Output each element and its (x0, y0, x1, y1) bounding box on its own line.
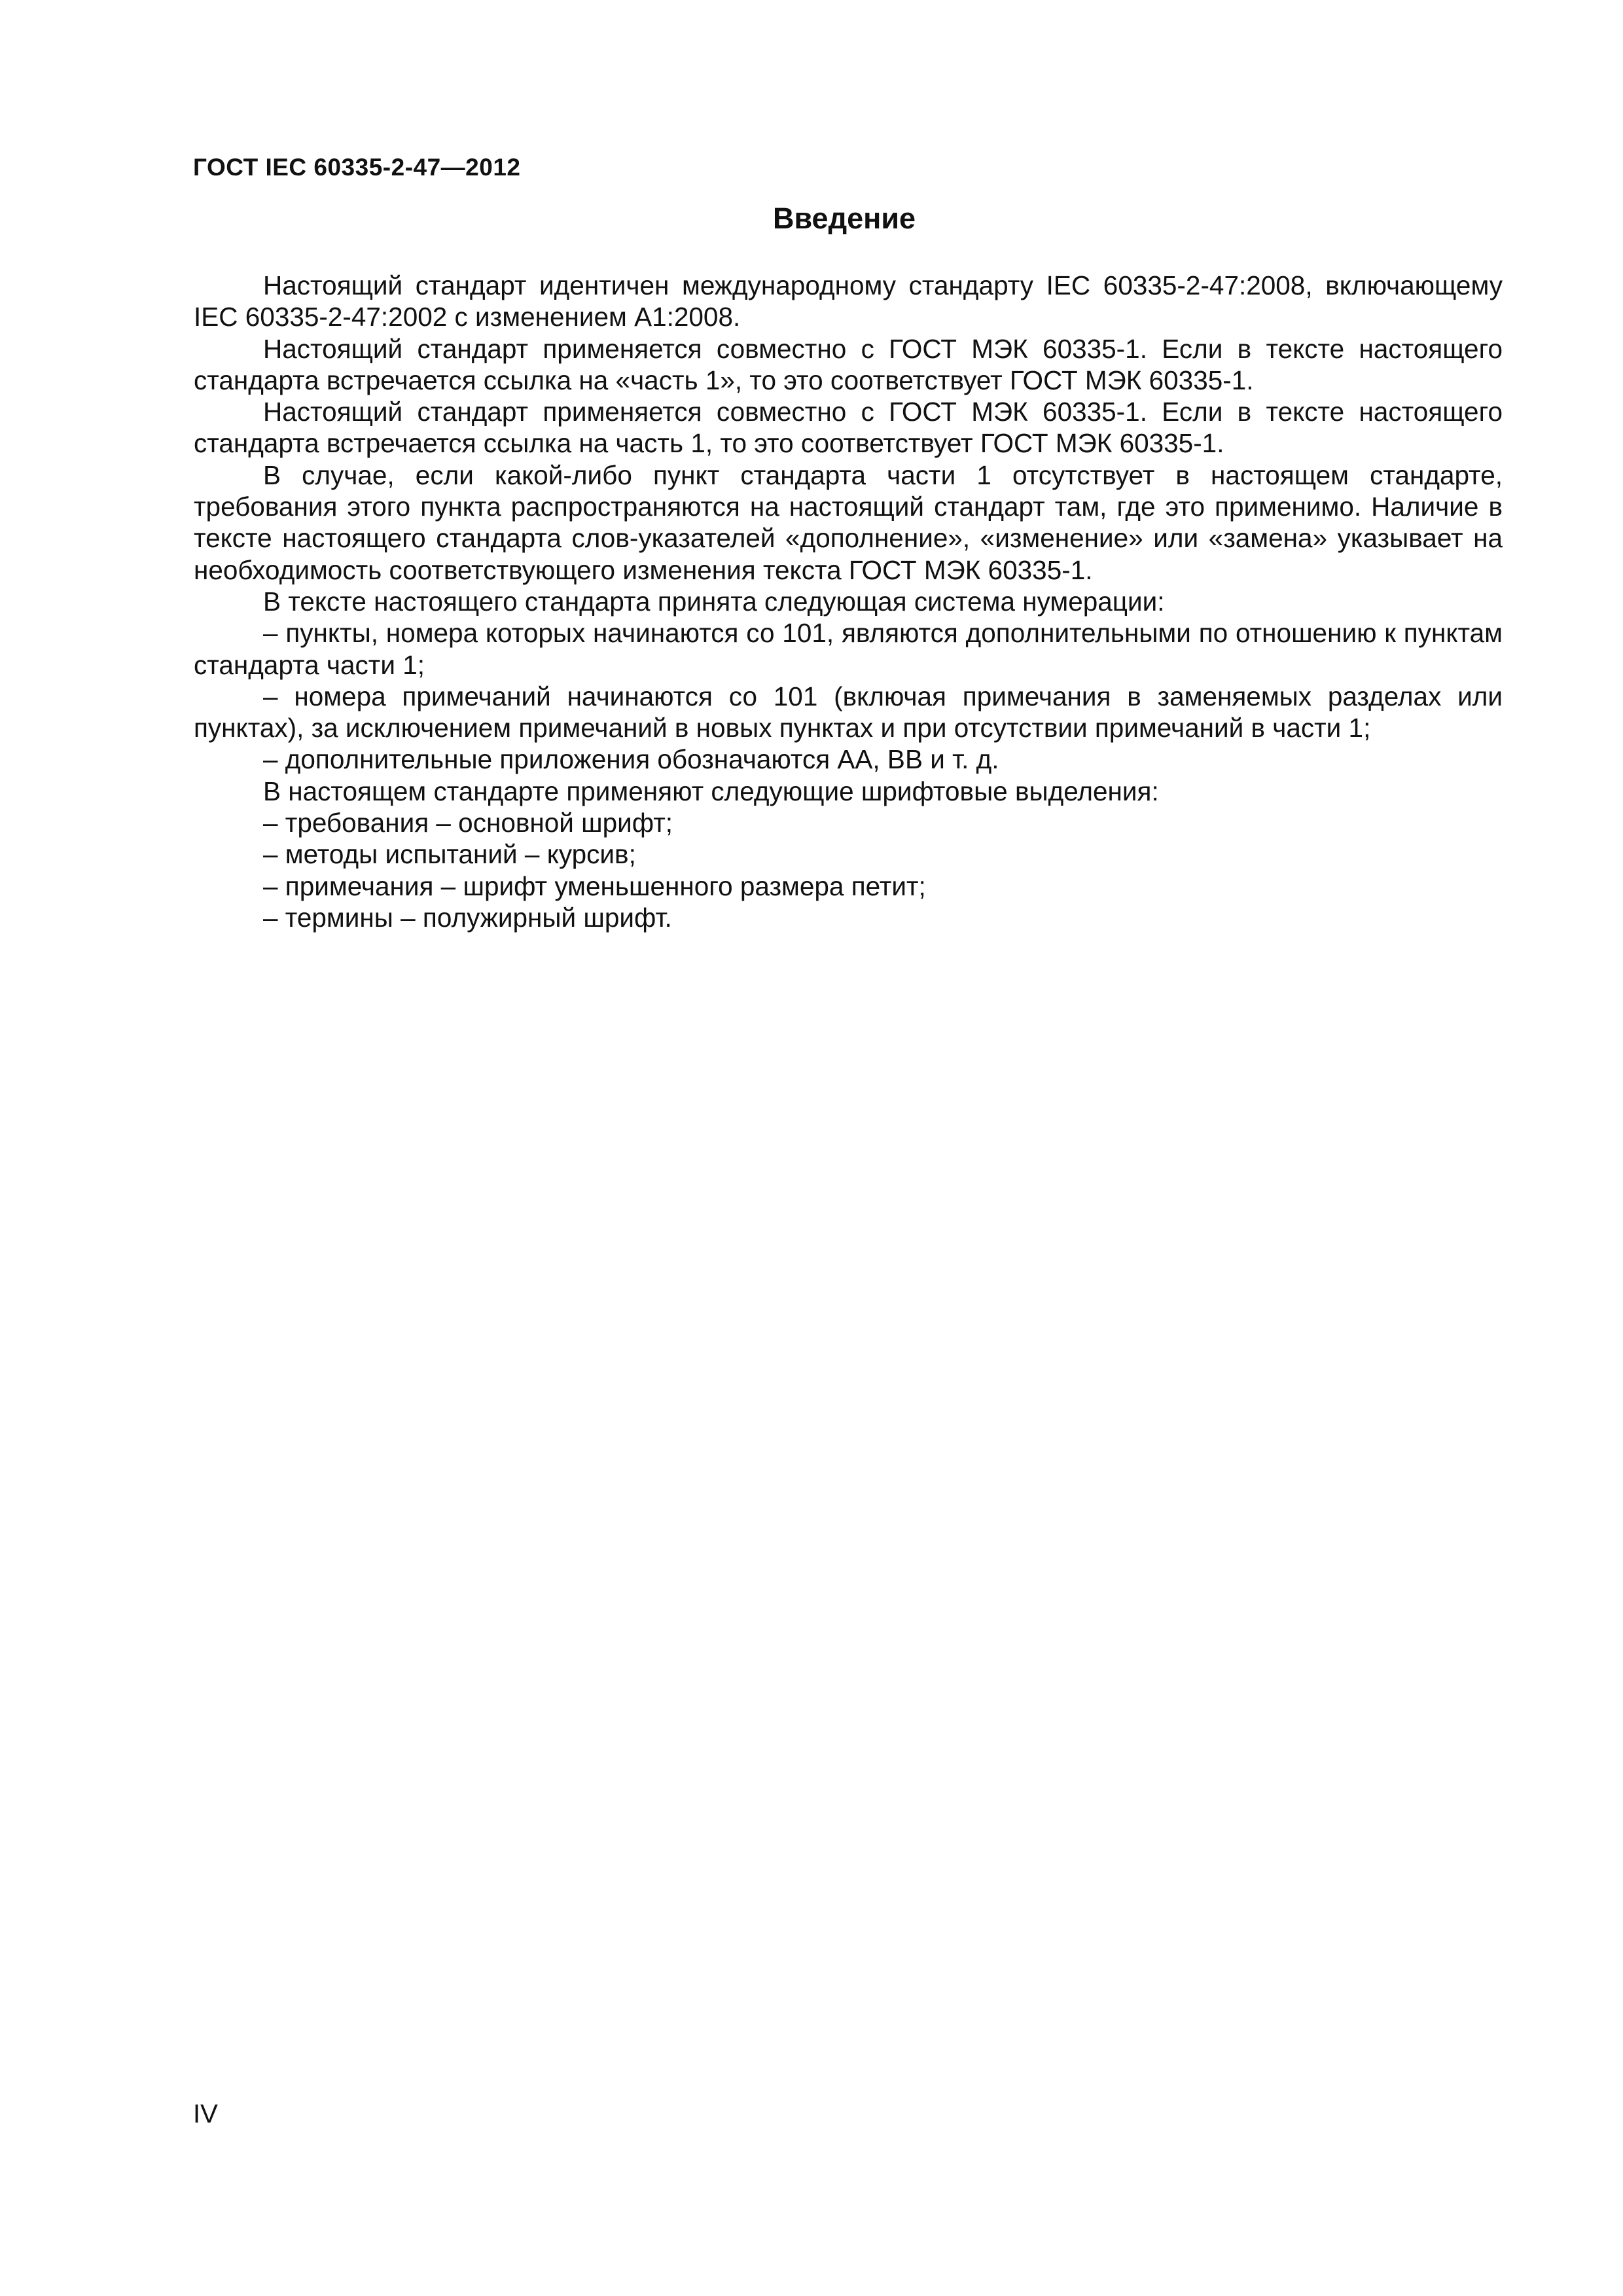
list-item: – дополнительные приложения обозначаются АА, ВВ и т. д. (263, 744, 999, 775)
page-number: IV (193, 2100, 218, 2128)
list-item: – методы испытаний – курсив; (263, 839, 636, 870)
body-text (194, 270, 1503, 933)
list-item: – термины – полужирный шрифт. (263, 902, 672, 933)
paragraph: В тексте настоящего стандарта принята следующая система нумерации: (263, 586, 1165, 617)
paragraph: Настоящий стандарт применяется совместно с ГОСТ МЭК 60335-1. Если в тексте настоящего стандарта встречается ссылка на часть 1, то это соответствует ГОСТ МЭК 60335-1. (194, 397, 1503, 459)
list-item: – примечания – шрифт уменьшенного размера петит; (263, 870, 926, 901)
paragraph: В случае, если какой-либо пункт стандарта части 1 отсутствует в настоящем стандарте, требования этого пункта распространяются на настоящий стандарт там, где это применимо. Наличие в тексте настоящего стандарта слов-указателей «дополнение», «изменение» или «замена» указывает на необходимость соответствующего изменения текста ГОСТ МЭК 60335-1. (194, 459, 1503, 585)
list-item: – пункты, номера которых начинаются со 101, являются дополнительными по отношению к пунктам стандарта части 1; (194, 618, 1503, 680)
list-item: – номера примечаний начинаются со 101 (включая примечания в заменяемых разделах или пунктах), за исключением примечаний в новых пунктах и при отсутствии примечаний в части 1; (194, 681, 1503, 744)
paragraph: В настоящем стандарте применяют следующие шрифтовые выделения: (263, 776, 1159, 806)
section-title: Введение (772, 202, 916, 235)
document-header: ГОСТ IEC 60335-2-47—2012 (193, 154, 521, 181)
list-item: – требования – основной шрифт; (263, 808, 673, 838)
paragraph: Настоящий стандарт идентичен международному стандарту IEC 60335-2-47:2008, включающему IEC 60335-2-47:2002 с изменением А1:2008. (194, 270, 1503, 332)
paragraph: Настоящий стандарт применяется совместно с ГОСТ МЭК 60335-1. Если в тексте настоящего стандарта встречается ссылка на «часть 1», то это соответствует ГОСТ МЭК 60335-1. (194, 333, 1503, 395)
